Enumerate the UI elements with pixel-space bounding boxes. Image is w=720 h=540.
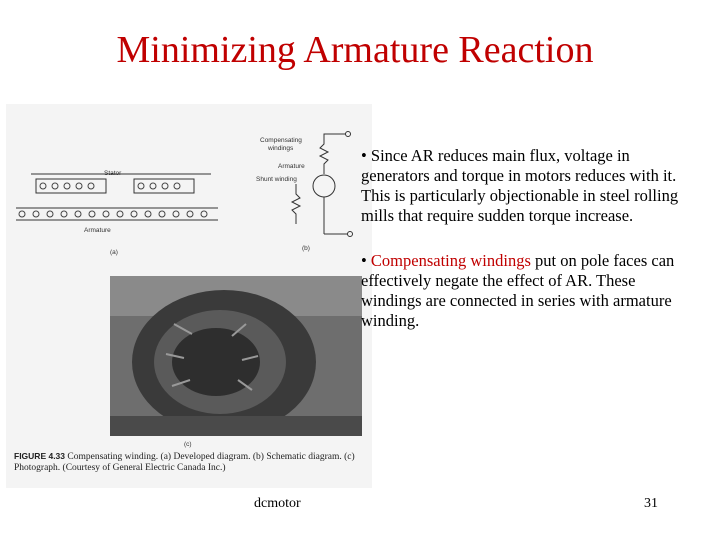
compensating-label: Compensating xyxy=(260,137,302,144)
figure-number: FIGURE 4.33 xyxy=(14,451,66,461)
armature-diagram xyxy=(16,208,218,256)
bullet-list xyxy=(361,146,691,355)
figure-drawing xyxy=(6,104,372,488)
shunt-label: Shunt winding xyxy=(256,176,297,183)
bullet-item-1: • Since AR reduces main flux, voltage in generators and torque in motors reduces with it. This is particularly objectionable in steel rolling mills that require sudden torque increase. xyxy=(361,146,679,226)
windings-label: windings xyxy=(268,145,294,152)
armature-label: Armature xyxy=(84,227,111,234)
bullet-item-2 xyxy=(361,251,691,332)
part-c-label: (c) xyxy=(184,441,192,448)
page-number: 31 xyxy=(644,496,658,511)
bullet-rest: put on pole faces can effectively negate the effect of AR. These windings are connected in series with armature winding. xyxy=(361,250,675,330)
bullet-prefix: • xyxy=(361,250,371,270)
compensating-windings-highlight: Compensating windings xyxy=(370,250,531,270)
stator-label: Stator xyxy=(104,170,122,177)
figure-compensating-winding xyxy=(6,104,372,488)
photograph-motor xyxy=(110,276,362,448)
figure-caption-text: Compensating winding. (a) Developed diagram. (b) Schematic diagram. (c) Photograph. (Courtesy of General Electric Canada Inc.) xyxy=(14,452,355,473)
schematic-diagram xyxy=(256,132,353,253)
footer-label: dcmotor xyxy=(254,496,301,511)
part-a-label: (a) xyxy=(110,249,118,256)
armature-b-label: Armature xyxy=(278,163,305,170)
figure-caption xyxy=(14,452,366,474)
slide-title: Minimizing Armature Reaction xyxy=(116,29,594,71)
stator-diagram xyxy=(31,170,211,193)
part-b-label: (b) xyxy=(302,245,310,252)
